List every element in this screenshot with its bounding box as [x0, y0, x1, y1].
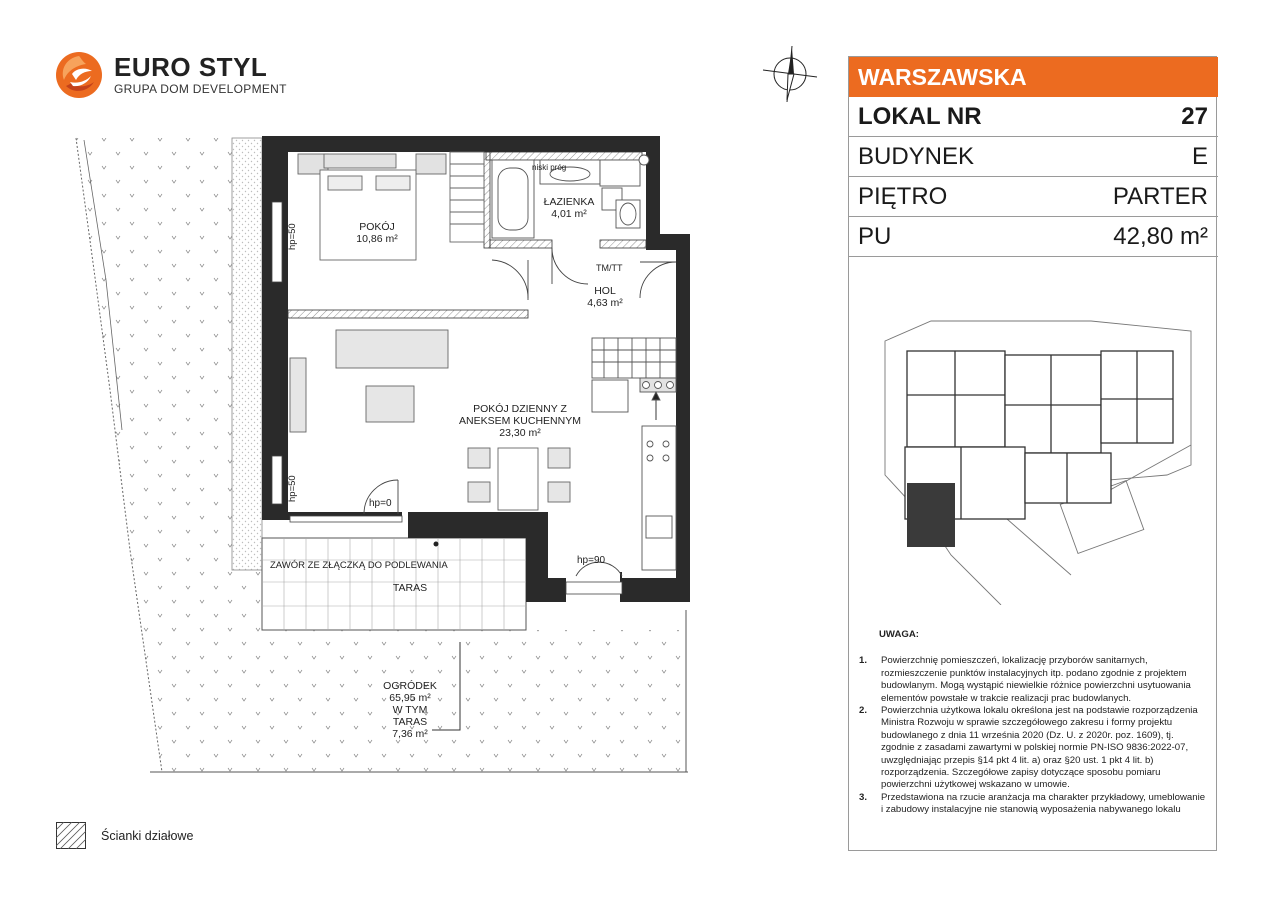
info-label-floor: PIĘTRO [858, 183, 948, 210]
info-row-unit [849, 97, 1218, 137]
bathroom-area: 4,01 m² [551, 208, 587, 220]
note-text: Przedstawiona na rzucie aranżacja ma charakter przykładowy, umeblowanie i zabudowy instalacyjne nie stanowią wyposażenia nabywanego lokalu [881, 791, 1206, 816]
legend-label: Ścianki działowe [101, 829, 194, 843]
euro-styl-logo-mark [54, 50, 104, 100]
room-label-bathroom [534, 196, 604, 220]
compass-icon [760, 44, 820, 104]
info-value-area: 42,80 m² [1113, 223, 1208, 250]
garden-incl-line2: TARAS [392, 716, 428, 728]
info-label-unit: LOKAL NR [858, 103, 982, 130]
partition-wall-legend-swatch [56, 822, 86, 849]
room-label-bedroom [342, 221, 412, 245]
kitchen-units [592, 338, 676, 570]
garden-incl-line1: W TYM [392, 704, 428, 716]
info-row-area [849, 217, 1218, 257]
room-label-living [450, 403, 590, 439]
note-text: Powierzchnię pomieszczeń, lokalizację przyborów sanitarnych, rozmieszczenie punktów instalacyjnych itp. podano zgodnie z projektem budowlanym. Mogą wystąpić niewielkie różnice powierzchni usytuowania elementów powstałe w trakcie realizacji prac budowlanych. [881, 655, 1191, 704]
apartment-info-panel [848, 56, 1217, 851]
info-value-unit: 27 [1181, 103, 1208, 130]
info-value-floor: PARTER [1112, 183, 1208, 210]
notes-title: UWAGA: [879, 629, 919, 640]
hp0-mark: hp=0 [369, 498, 392, 509]
irrigation-valve-note: ZAWÓR ZE ZŁĄCZKĄ DO PODLEWANIA [270, 560, 448, 571]
highlighted-unit [907, 483, 955, 547]
hp50-mark-living: hp=50 [287, 475, 298, 502]
notes-section [859, 629, 1209, 817]
living-name-line1: POKÓJ DZIENNY Z [473, 403, 567, 415]
info-value-building: E [1191, 143, 1208, 170]
garden-name: OGRÓDEK [383, 680, 437, 692]
note-number: 3. [859, 791, 868, 803]
note-item [859, 655, 1209, 705]
info-label-area: PU [858, 223, 892, 250]
hp90-mark: hp=90 [577, 555, 606, 566]
garden-incl-area: 7,36 m² [392, 728, 428, 740]
info-row-building [849, 137, 1218, 177]
room-label-terrace: TARAS [392, 582, 428, 594]
note-number: 2. [859, 705, 868, 717]
room-label-garden [370, 680, 450, 740]
gravel-strip [232, 138, 262, 570]
hall-area: 4,63 m² [587, 297, 623, 309]
note-text: Powierzchnia użytkowa lokalu określona jest na podstawie rozporządzenia Ministra Rozwoju w sprawie szczegółowego zakresu i formy projektu budowlanego z dnia 11 września 2020 (Dz. U. z 2020r. poz. 1609), tj. zgodnie z zasadami zawartymi w polskiej normie PN-ISO 9836:2022-07, uwzględniając przepis §14 pkt 4 lit. a) oraz §20 ust. 1 pkt 4 lit. b) rozporządzenia. Szczegółowe zapisy dotyczące sposobu pomiaru powierzchni użytkowej wskazano w umowie. [881, 705, 1198, 791]
living-area: 23,30 m² [499, 427, 541, 439]
note-item [859, 792, 1209, 817]
note-item [859, 705, 1209, 792]
brand-name: EURO STYL [114, 52, 268, 82]
hall-name: HOL [594, 285, 616, 297]
valve-marker [434, 542, 439, 547]
room-label-hall [570, 285, 640, 309]
building-key-plan [871, 315, 1196, 605]
info-label-building: BUDYNEK [858, 143, 975, 170]
bedroom-name: POKÓJ [359, 221, 395, 233]
living-name-line2: ANEKSEM KUCHENNYM [459, 415, 581, 427]
bedroom-area: 10,86 m² [356, 233, 398, 245]
brand-subtitle: GRUPA DOM DEVELOPMENT [114, 82, 287, 96]
brand-logo [54, 50, 287, 102]
info-row-floor [849, 177, 1218, 217]
bathroom-name: ŁAZIENKA [543, 196, 595, 208]
tm-tt-mark: TM/TT [596, 263, 623, 273]
hp50-mark-bedroom: hp=50 [287, 223, 298, 250]
investment-name: WARSZAWSKA [849, 57, 1218, 97]
low-threshold-mark: niski próg [532, 163, 567, 172]
garden-area: 65,95 m² [389, 692, 431, 704]
note-number: 1. [859, 655, 868, 667]
